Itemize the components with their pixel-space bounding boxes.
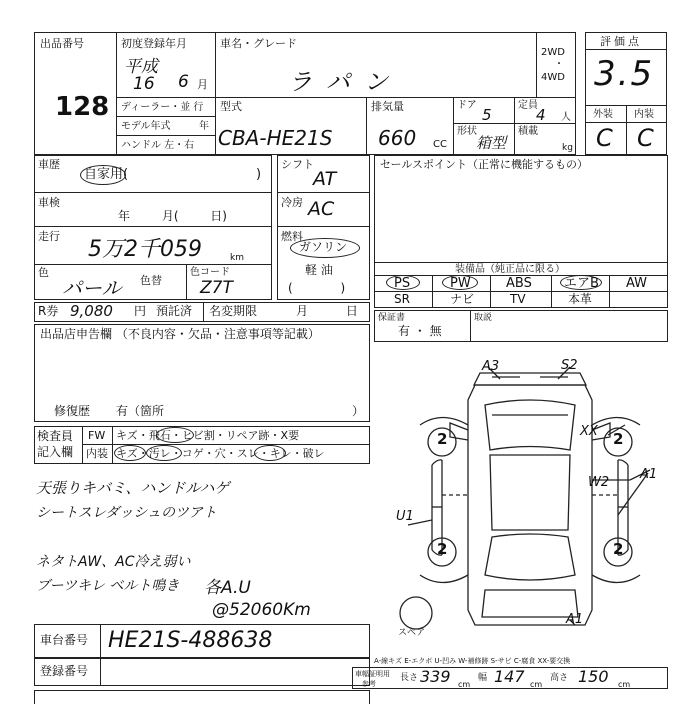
note-3: ネタトAW、AC冷え弱い [36, 554, 191, 570]
warranty-options: 有 ・ 無 [398, 324, 442, 338]
drive-dot: ・ [554, 59, 564, 70]
circle-airbag [560, 275, 602, 290]
circle-flying-stone [156, 427, 194, 443]
diagram-mark-w2: W2 [588, 475, 610, 490]
diagram-mark-u1: U1 [396, 509, 414, 524]
size-label-1: 車幅証明用 [355, 670, 390, 678]
equip-sr: SR [394, 292, 410, 306]
model-year-label: モデル年式 [121, 121, 171, 132]
wheel-rr: 2 [613, 540, 624, 558]
wheel-fl: 2 [437, 430, 448, 448]
inspector-label1: 検査員 [37, 429, 74, 443]
shape-label: 形状 [457, 126, 477, 137]
shift: AT [313, 168, 337, 190]
circle-int-scratch [114, 445, 146, 461]
color-code: Z7T [200, 278, 233, 298]
report-title: 出品店申告欄 （不良内容・欠品・注意事項等記載） [40, 327, 320, 341]
repair-close: ） [352, 404, 365, 418]
note-1: 天張りキバミ、ハンドルハゲ [36, 479, 230, 497]
note-4: ブーツキレ ベルト鳴き [36, 578, 180, 594]
note-6: @52060Km [212, 600, 311, 620]
width-label: 幅 [478, 673, 488, 683]
sales-point-label: セールスポイント（正常に機能するもの） [380, 158, 589, 171]
doors: 5 [482, 106, 492, 124]
name-change-label: 名変期限 [209, 304, 258, 318]
model-label: 型式 [220, 100, 242, 113]
equip-abs: ABS [506, 276, 532, 291]
reg-month: 6 [178, 72, 189, 92]
fw-items: キズ・飛石・ヒビ割・リペア跡・X要 [116, 429, 300, 442]
month-unit: 月 [197, 78, 208, 91]
history-close: ) [256, 167, 262, 182]
drive-2wd: 2WD [541, 47, 565, 58]
chassis-number: HE21S-488638 [108, 628, 273, 653]
ac-label: 冷房 [281, 196, 303, 209]
diagram-mark-a3: A3 [482, 359, 500, 374]
history-value: 自家用( [84, 167, 129, 182]
score-label: 評価点 [600, 35, 642, 48]
lot-number: 128 [55, 92, 110, 122]
inspector-label2: 記入欄 [37, 445, 74, 459]
circle-int-rub [254, 445, 286, 461]
circle-pw [442, 275, 478, 290]
warranty-label: 保証書 [378, 313, 406, 323]
height: 150 [578, 667, 609, 686]
bottom-strip [34, 690, 370, 704]
equip-navi: ナビ [450, 292, 475, 306]
recycle-yen: 円 [134, 304, 147, 318]
recycle-amount: 9,080 [70, 302, 113, 320]
color-change-label: 色替 [140, 274, 162, 287]
load-unit: kg [562, 143, 573, 153]
repair-value: 有（箇所 [116, 404, 165, 418]
spare-label: スペア [398, 628, 426, 638]
capacity-unit: 人 [561, 112, 571, 123]
interior-grade: C [637, 124, 654, 152]
wheel-rl: 2 [437, 540, 448, 558]
height-label: 高さ [550, 673, 569, 683]
exterior-label: 外装 [593, 109, 613, 120]
width: 147 [494, 667, 525, 686]
height-cm: cm [618, 680, 631, 689]
note-5: 各A.U [204, 578, 251, 598]
inspection-label: 車検 [38, 196, 60, 209]
manual-label: 取説 [474, 313, 493, 323]
car-diagram [380, 355, 680, 655]
color-label: 色 [38, 266, 49, 279]
interior-label: 内装 [634, 109, 654, 120]
circle-ps [386, 275, 420, 290]
damage-legend: A-線キズ E-エクボ U-凹み W-補修跡 S-サビ C-腐食 XX-要交換 [374, 657, 571, 665]
ac: AC [308, 198, 335, 220]
size-label-2: 参考 [362, 680, 376, 688]
color-code-label: 色コード [190, 267, 230, 278]
fuel-diesel: 軽 油 [305, 263, 333, 277]
equip-tv: TV [510, 292, 526, 306]
door-label: ドア [457, 100, 477, 111]
equip-pw: PW [450, 276, 471, 291]
fuel-paren: ( ) [288, 281, 346, 295]
inspection-fields: 年 月( 日) [118, 209, 227, 223]
diagram-mark-s2: S2 [561, 358, 578, 373]
shape: 箱型 [476, 134, 507, 152]
reg-year: 16 [133, 74, 155, 94]
fuel-label: 燃料 [281, 230, 303, 243]
first-reg-box [116, 32, 216, 155]
model-code: CBA-HE21S [218, 126, 333, 150]
wheel-fr: 2 [613, 430, 624, 448]
color: パール [62, 276, 122, 300]
repair-label: 修復歴 [54, 404, 91, 418]
shift-label: シフト [281, 158, 314, 171]
drive-4wd: 4WD [541, 72, 565, 83]
diagram-mark-xx: XX [580, 424, 598, 439]
equip-aw: AW [626, 276, 648, 291]
diagram-mark-a1-bottom: A1 [566, 612, 584, 627]
int-items: キズ・汚レ・コゲ・穴・スレ・キレ・破レ [116, 447, 325, 460]
exterior-grade: C [596, 124, 613, 152]
car-name: ラパン [288, 68, 402, 96]
dealer-label: ディーラー・並 行 [121, 102, 204, 113]
car-name-label: 車名・グレード [220, 37, 297, 50]
score: 3.5 [594, 54, 655, 94]
int-label: 内装 [86, 447, 108, 460]
circle-int-stain [146, 445, 182, 461]
sales-point-box [374, 155, 668, 263]
mileage-unit: km [230, 253, 244, 263]
cc-unit: CC [433, 139, 447, 150]
mileage-label: 走行 [38, 230, 60, 243]
mileage: 5万2千059 [88, 237, 202, 262]
capacity: 4 [536, 106, 546, 124]
equip-leather: 本革 [568, 292, 593, 306]
fw-label: FW [88, 429, 106, 442]
fuel-gas: ガソリン [299, 240, 348, 254]
era: 平成 [124, 57, 158, 77]
load-label: 積載 [518, 126, 538, 137]
note-2: シートスレダッシュのツアト [36, 505, 217, 521]
model-year-unit: 年 [199, 121, 209, 132]
recycle-label: R券 [38, 304, 59, 318]
equipment-title: 装備品（純正品に限る） [455, 264, 565, 275]
equip-ps: PS [394, 276, 411, 291]
width-cm: cm [530, 680, 543, 689]
capacity-label: 定員 [518, 100, 538, 111]
reg-label: 登録番号 [40, 664, 89, 678]
name-change-md: 月 日 [296, 304, 358, 318]
length-cm: cm [458, 680, 471, 689]
equip-airbag: エアB [564, 276, 599, 291]
length: 339 [420, 667, 451, 686]
handle-label: ハンドル 左・右 [121, 140, 195, 151]
displacement: 660 [378, 126, 417, 150]
history-label: 車歴 [38, 158, 60, 171]
first-reg-label: 初度登録年月 [121, 37, 187, 50]
length-label: 長さ [400, 673, 419, 683]
recycle-deposit: 預託済 [156, 304, 193, 318]
lot-label: 出品番号 [40, 37, 84, 50]
chassis-label: 車台番号 [40, 633, 89, 647]
diagram-mark-a1-right: A1 [640, 467, 658, 482]
displacement-label: 排気量 [371, 100, 404, 113]
